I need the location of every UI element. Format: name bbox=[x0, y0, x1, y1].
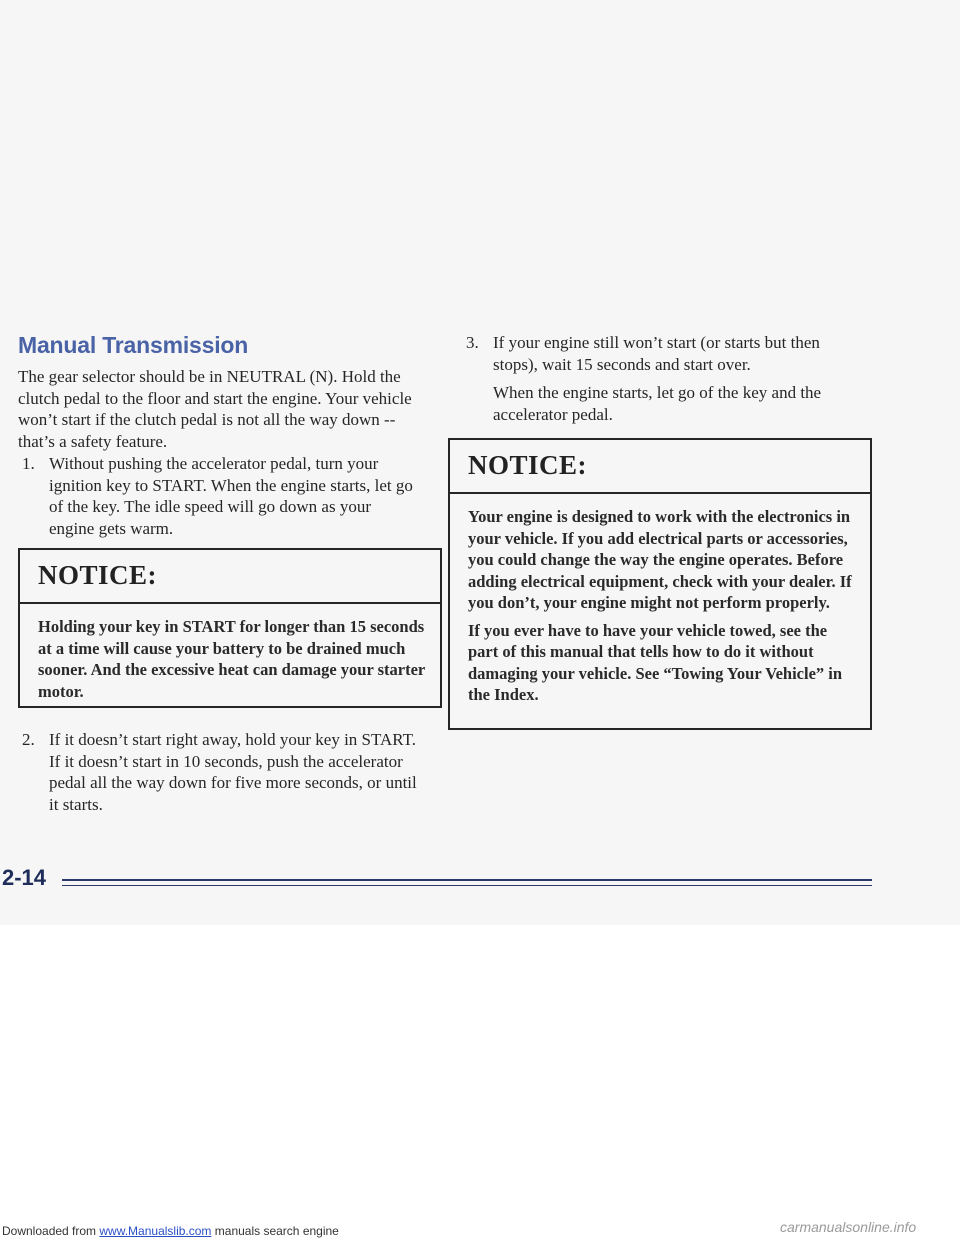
watermark-text: carmanualsonline.info bbox=[780, 1219, 917, 1235]
manualslib-link[interactable]: www.Manualslib.com bbox=[99, 1224, 212, 1238]
footer-suffix: manuals search engine bbox=[211, 1224, 339, 1238]
notice-text: Holding your key in START for longer than 15 seconds at a time will cause your battery to be drained much sooner. And the excessive heat can damage your starter motor. bbox=[38, 617, 425, 701]
intro-paragraph: The gear selector should be in NEUTRAL (N). Hold the clutch pedal to the floor and start the engine. Your vehicle won’t start if the clutch pedal is not all the way down -- that’s a safety feature. bbox=[18, 367, 412, 451]
footer-prefix: Downloaded from bbox=[2, 1224, 100, 1238]
step-text: If it doesn’t start right away, hold your key in START. If it doesn’t start in 10 seconds, push the accelerator pedal all the way down for five more seconds, or until it starts. bbox=[49, 730, 417, 814]
notice-text: If you ever have to have your vehicle towed, see the part of this manual that tells how to do it without damaging your vehicle. See “Towing Your Vehicle” in the Index. bbox=[468, 620, 843, 704]
step-3-followup: When the engine starts, let go of the key and the accelerator pedal. bbox=[493, 383, 822, 424]
page-number: 2-14 bbox=[2, 865, 47, 890]
step-number: 1. bbox=[22, 454, 35, 473]
notice-text: Your engine is designed to work with the electronics in your vehicle. If you add electrical parts or accessories, you could change the way the engine operates. Before adding electrical equipment, check with your dealer. If you don’t, your engine might not perform properly. bbox=[468, 507, 852, 612]
step-2 bbox=[22, 729, 418, 815]
footer-rule-top bbox=[62, 879, 872, 881]
notice-box-electronics bbox=[448, 438, 872, 730]
notice-title: NOTICE: bbox=[20, 550, 440, 604]
step-text: Without pushing the accelerator pedal, turn your ignition key to START. When the engine starts, let go of the key. The idle speed will go down as your engine gets warm. bbox=[49, 454, 413, 538]
step-number: 3. bbox=[466, 333, 479, 352]
footer-rule-bottom bbox=[62, 885, 872, 886]
step-3 bbox=[466, 332, 866, 375]
step-1 bbox=[22, 453, 418, 539]
notice-box-starter bbox=[18, 548, 442, 708]
notice-body bbox=[20, 604, 440, 702]
step-text: If your engine still won’t start (or starts but then stops), wait 15 seconds and start over. bbox=[493, 333, 820, 374]
section-heading: Manual Transmission bbox=[18, 332, 249, 358]
step-number: 2. bbox=[22, 730, 35, 749]
notice-body bbox=[450, 494, 870, 706]
download-footer bbox=[2, 1224, 339, 1238]
notice-title: NOTICE: bbox=[450, 440, 870, 494]
